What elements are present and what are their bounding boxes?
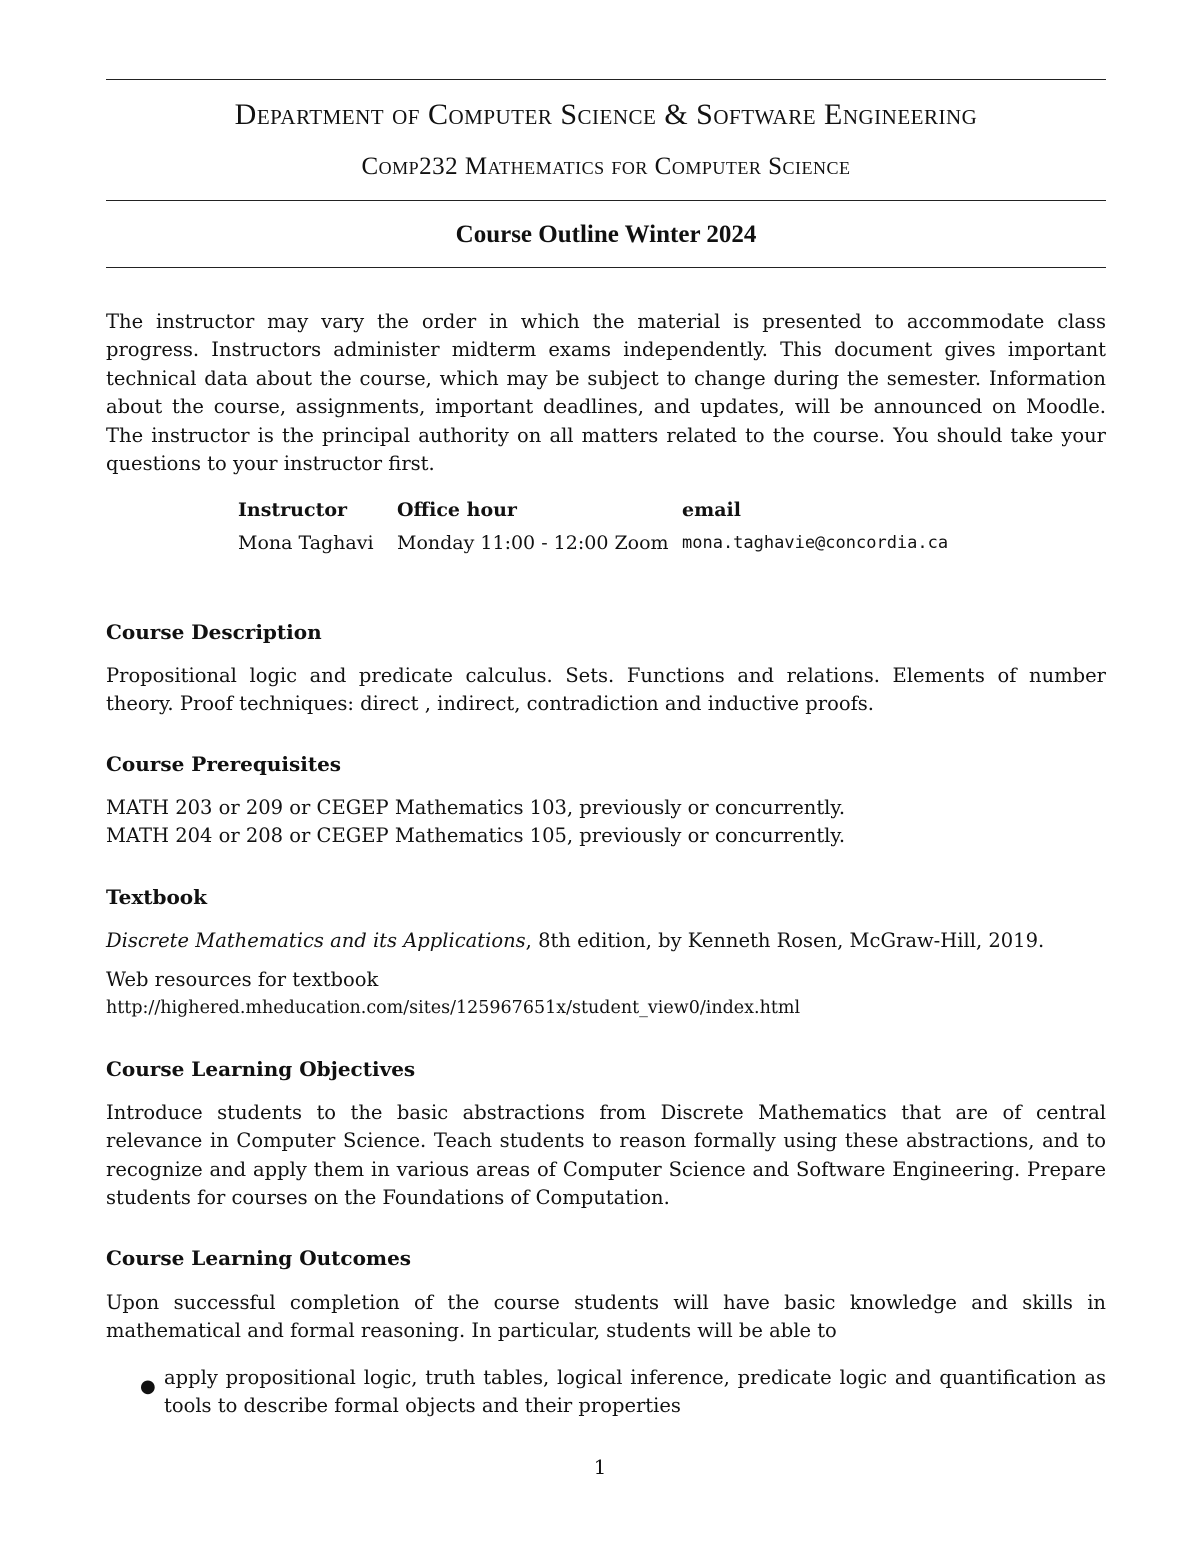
instructor-email[interactable]: mona.taghavie@concordia.ca [682,533,949,553]
department-heading: Department of Computer Science & Software Engineering [234,98,978,131]
instructor-table [238,494,948,560]
objectives-heading: Course Learning Objectives [106,1057,416,1081]
instructor-table-header [238,494,948,527]
description-heading: Course Description [106,620,322,644]
textbook-citation [106,929,1106,952]
header-email: email [682,499,741,521]
instructor-table-row [238,527,948,560]
textbook-url-link[interactable]: http://highered.mheducation.com/sites/125967651x/student_view0/index.html [106,998,801,1018]
bottom-rule [106,267,1106,268]
course-title: Comp232 Mathematics for Computer Science [361,153,851,180]
intro-paragraph: The instructor may vary the order in which the material is presented to accommodate class progress. Instructors administer midterm exams independently. This document gives important technical data about the course, which may be subject to change during the semester. Information about the course, assignments, important deadlines, and updates, will be announced on Moodle. The instructor is the principal authority on all matters related to the course. You should take your questions to your instructor first. [106,310,1106,476]
middle-rule [106,200,1106,201]
bullet-icon: ● [140,1376,156,1397]
textbook-details: , 8th edition, by Kenneth Rosen, McGraw-Hill, 2019. [525,929,1045,952]
outcomes-heading: Course Learning Outcomes [106,1246,412,1270]
header-office-hour: Office hour [397,499,517,521]
prerequisites-heading: Course Prerequisites [106,752,342,776]
office-hour-value: Monday 11:00 - 12:00 Zoom [397,532,669,554]
prerequisite-line-2: MATH 204 or 208 or CEGEP Mathematics 105, previously or concurrently. [106,824,846,847]
top-rule [106,79,1106,80]
textbook-title: Discrete Mathematics and its Applications [106,929,526,952]
prerequisite-line-1: MATH 203 or 209 or CEGEP Mathematics 103, previously or concurrently. [106,796,846,819]
web-resources-label: Web resources for textbook [106,968,379,991]
objectives-paragraph: Introduce students to the basic abstractions from Discrete Mathematics that are of central relevance in Computer Science. Teach students to reason formally using these abstractions, and to recognize and apply them in various areas of Computer Science and Software Engineering. Prepare students for courses on the Foundations of Computation. [106,1101,1106,1210]
outcome-bullet-1: apply propositional logic, truth tables, logical inference, predicate logic and quantification as tools to describe formal objects and their properties [164,1366,1106,1418]
header-instructor: Instructor [238,499,348,521]
description-paragraph: Propositional logic and predicate calculus. Sets. Functions and relations. Elements of number theory. Proof techniques: direct , indirect, contradiction and inductive proofs. [106,664,1106,716]
textbook-heading: Textbook [106,885,207,909]
outcomes-paragraph: Upon successful completion of the course students will have basic knowledge and skills in mathematical and formal reasoning. In particular, students will be able to [106,1291,1106,1343]
page-number: 1 [593,1455,607,1479]
instructor-name: Mona Taghavi [238,532,374,554]
outline-title: Course Outline Winter 2024 [455,221,757,248]
